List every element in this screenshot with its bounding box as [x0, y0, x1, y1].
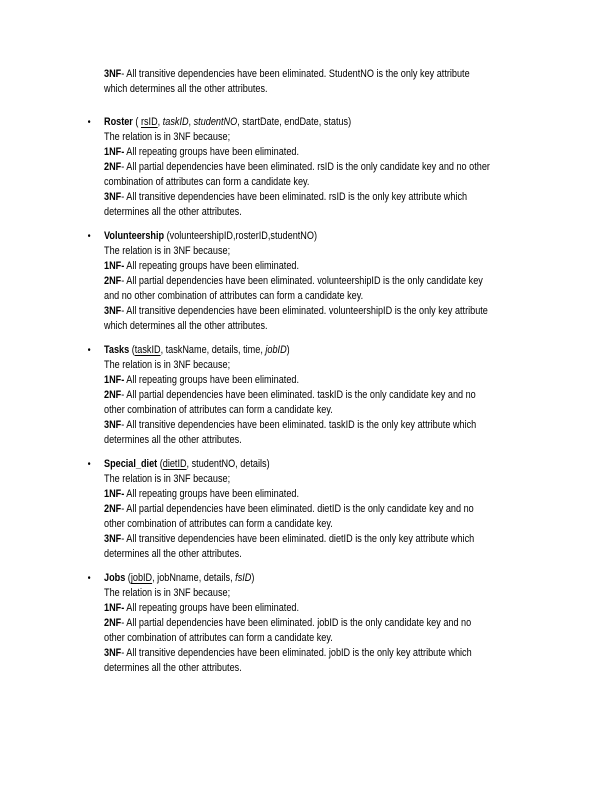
text-line	[104, 67, 551, 82]
text-line	[104, 403, 551, 418]
text-line	[104, 259, 551, 274]
text-line	[104, 205, 551, 220]
text-run: Volunteership	[104, 230, 165, 242]
text-line	[104, 532, 551, 547]
text-line	[104, 487, 551, 502]
text-run: 1NF-	[104, 260, 125, 272]
text-run: )	[286, 344, 290, 356]
text-line	[104, 160, 551, 175]
text-run: 3NF	[104, 533, 122, 545]
text-run: , studentNO, details)	[186, 458, 270, 470]
text-line	[104, 547, 551, 562]
text-run: 3NF	[104, 419, 122, 431]
text-line	[104, 646, 551, 661]
text-line	[104, 145, 551, 160]
text-run: , taskName, details, time,	[160, 344, 266, 356]
text-run: determines all the other attributes.	[104, 662, 242, 674]
text-line	[104, 289, 551, 304]
text-run: - All transitive dependencies have been eliminated. rsID is the only key attribute which	[121, 191, 468, 203]
text-line	[104, 175, 551, 190]
text-run: studentNO	[193, 116, 238, 128]
bullet-marker: •	[87, 458, 91, 470]
text-line	[104, 244, 551, 259]
text-run: 1NF-	[104, 146, 125, 158]
text-run: - All partial dependencies have been eliminated. jobID is the only candidate key and no	[121, 617, 472, 629]
text-run: 2NF	[104, 389, 122, 401]
text-line	[104, 373, 551, 388]
text-run: 2NF	[104, 275, 122, 287]
text-run: All repeating groups have been eliminated.	[124, 602, 299, 614]
text-run: 2NF	[104, 503, 122, 515]
text-run: 3NF	[104, 191, 122, 203]
text-line	[104, 472, 551, 487]
document-content	[87, 67, 551, 676]
text-run: - All partial dependencies have been eliminated. dietID is the only candidate key and no	[121, 503, 474, 515]
text-run: (	[132, 116, 141, 128]
text-run: - All partial dependencies have been eliminated. taskID is the only candidate key and no	[121, 389, 476, 401]
bullet-marker: •	[87, 230, 91, 242]
text-run: 3NF	[104, 305, 122, 317]
text-run: 3NF	[104, 68, 122, 80]
text-run: dietID	[162, 458, 187, 470]
text-line	[104, 418, 551, 433]
list-item-volunteership	[87, 229, 551, 334]
text-run: fsID	[235, 572, 252, 584]
text-run: All repeating groups have been eliminated.	[124, 488, 299, 500]
text-run: Special_diet	[104, 458, 158, 470]
text-line	[104, 115, 551, 130]
text-run: , jobNname, details,	[152, 572, 236, 584]
text-line	[104, 82, 551, 97]
text-line	[104, 358, 551, 373]
bullet-list	[87, 115, 551, 676]
text-run: All repeating groups have been eliminated.	[124, 146, 299, 158]
text-line	[104, 319, 551, 334]
text-line	[104, 274, 551, 289]
text-run: (	[129, 344, 135, 356]
text-run: other combination of attributes can form a candidate key.	[104, 632, 333, 644]
text-run: ,	[188, 116, 194, 128]
text-line	[104, 457, 551, 472]
text-line	[104, 616, 551, 631]
text-run: )	[251, 572, 255, 584]
bullet-marker: •	[87, 344, 91, 356]
text-run: All repeating groups have been eliminated.	[124, 374, 299, 386]
text-run: Jobs	[104, 572, 126, 584]
text-run: The relation is in 3NF because;	[104, 131, 231, 143]
text-line	[104, 229, 551, 244]
text-line	[104, 517, 551, 532]
text-run: jobID	[265, 344, 287, 356]
text-line	[104, 631, 551, 646]
text-run: The relation is in 3NF because;	[104, 473, 231, 485]
text-run: and no other combination of attributes can form a candidate key.	[104, 290, 364, 302]
text-line	[104, 586, 551, 601]
list-item-special-diet	[87, 457, 551, 562]
text-run: other combination of attributes can form a candidate key.	[104, 518, 333, 530]
text-run: 1NF-	[104, 374, 125, 386]
text-run: which determines all the other attributes.	[104, 83, 268, 95]
text-line	[104, 433, 551, 448]
bullet-marker: •	[87, 572, 91, 584]
list-item-jobs	[87, 571, 551, 676]
text-run: All repeating groups have been eliminated.	[124, 260, 299, 272]
text-run: 1NF-	[104, 602, 125, 614]
text-run: (volunteershipID,rosterID,studentNO)	[164, 230, 317, 242]
text-run: taskID	[162, 116, 189, 128]
text-run: - All transitive dependencies have been eliminated. dietID is the only key attribute which	[121, 533, 475, 545]
text-run: - All transitive dependencies have been eliminated. jobID is the only key attribute which	[121, 647, 472, 659]
text-line	[104, 502, 551, 517]
text-run: taskID	[134, 344, 161, 356]
text-run: - All transitive dependencies have been eliminated. taskID is the only key attribute which	[121, 419, 477, 431]
text-run: (	[157, 458, 163, 470]
bullet-marker: •	[87, 116, 91, 128]
text-line	[104, 190, 551, 205]
text-run: , startDate, endDate, status)	[237, 116, 352, 128]
text-line	[104, 571, 551, 586]
text-run: 1NF-	[104, 488, 125, 500]
text-run: determines all the other attributes.	[104, 434, 242, 446]
text-run: The relation is in 3NF because;	[104, 359, 231, 371]
text-run: which determines all the other attributes.	[104, 320, 268, 332]
intro-paragraph	[104, 67, 551, 97]
text-line	[104, 601, 551, 616]
text-run: jobID	[130, 572, 153, 584]
text-run: other combination of attributes can form a candidate key.	[104, 404, 333, 416]
text-run: determines all the other attributes.	[104, 206, 242, 218]
text-run: Roster	[104, 116, 133, 128]
text-line	[104, 343, 551, 358]
text-line	[104, 388, 551, 403]
text-run: - All partial dependencies have been eliminated. volunteershipID is the only candidate key	[121, 275, 483, 287]
text-run: determines all the other attributes.	[104, 548, 242, 560]
text-run: Tasks	[104, 344, 130, 356]
text-run: ,	[157, 116, 163, 128]
text-run: - All partial dependencies have been eliminated. rsID is the only candidate key and no other	[121, 161, 490, 173]
text-line	[104, 661, 551, 676]
list-item-roster	[87, 115, 551, 220]
text-run: The relation is in 3NF because;	[104, 245, 231, 257]
text-run: 2NF	[104, 161, 122, 173]
text-line	[104, 304, 551, 319]
list-item-tasks	[87, 343, 551, 448]
text-run: 2NF	[104, 617, 122, 629]
text-run: rsID	[140, 116, 158, 128]
text-run: - All transitive dependencies have been eliminated. StudentNO is the only key attribute	[121, 68, 470, 80]
text-run: The relation is in 3NF because;	[104, 587, 231, 599]
text-run: 3NF	[104, 647, 122, 659]
text-run: - All transitive dependencies have been eliminated. volunteershipID is the only key attribute	[121, 305, 488, 317]
text-line	[104, 130, 551, 145]
text-run: combination of attributes can form a candidate key.	[104, 176, 310, 188]
text-run: (	[125, 572, 131, 584]
